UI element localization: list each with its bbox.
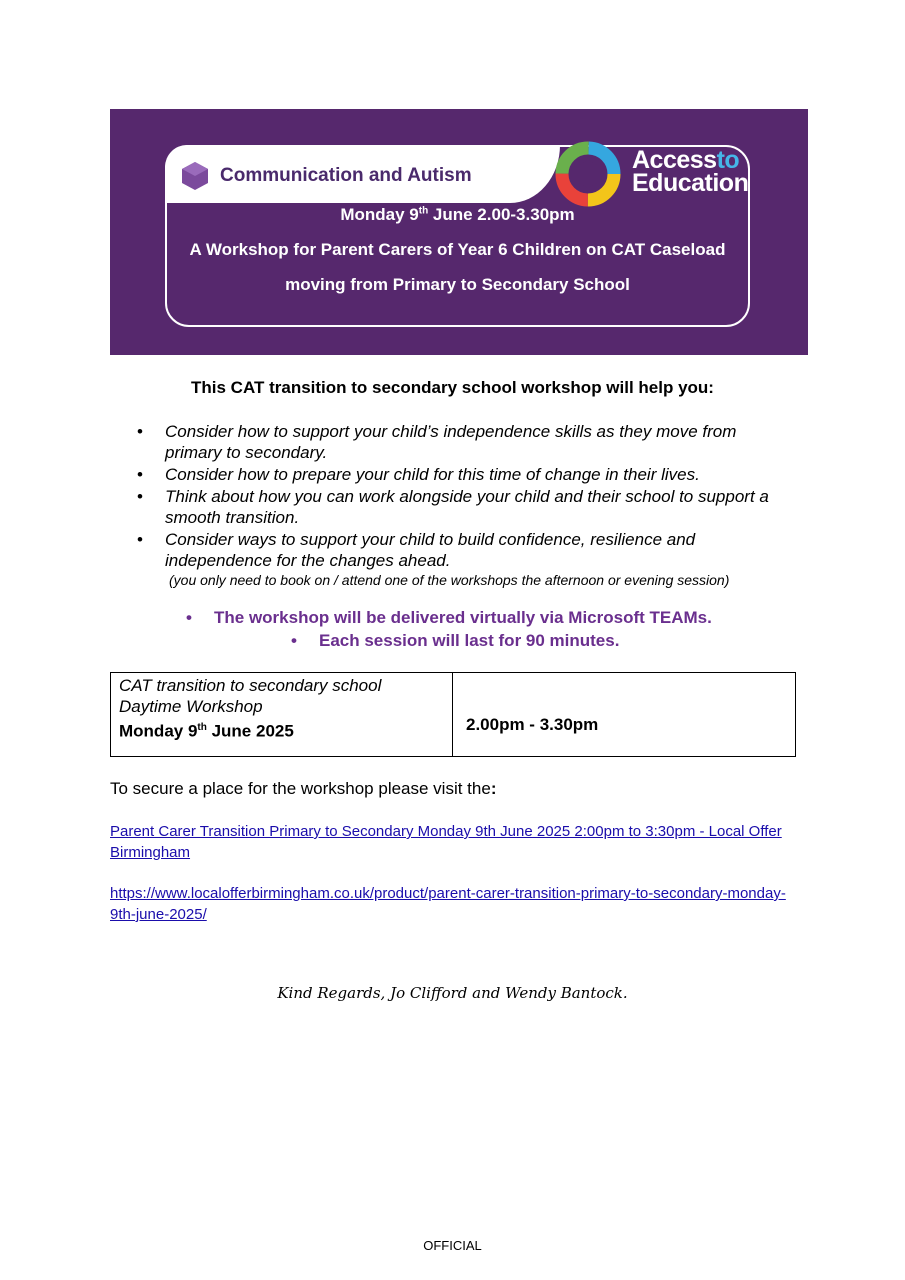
banner-workshop-title: A Workshop for Parent Carers of Year 6 Children on CAT Caseload — [189, 240, 726, 259]
booking-link-url[interactable]: https://www.localofferbirmingham.co.uk/product/parent-carer-transition-primary-to-secondary-monday-9th-june-2025/ — [110, 885, 786, 923]
schedule-time-cell — [453, 673, 795, 756]
signature-regards: Kind Regards, Jo Clifford and Wendy Bantock. — [277, 984, 628, 1002]
list-item: • Think about how you can work alongside your child and their school to support a smooth transition. — [137, 486, 797, 528]
event-banner — [110, 109, 808, 355]
intro-heading: This CAT transition to secondary school workshop will help you: — [191, 378, 714, 397]
access-to-education-logo-text: Accessto Education — [632, 146, 749, 197]
footer-classification: OFFICIAL — [423, 1238, 482, 1253]
secure-place-text: To secure a place for the workshop please visit the: — [110, 779, 497, 798]
list-item: • Consider ways to support your child to build confidence, resilience and independence for the changes ahead. — [137, 529, 797, 571]
highlight-duration: • Each session will last for 90 minutes. — [291, 631, 620, 650]
booking-link-title[interactable]: Parent Carer Transition Primary to Secondary Monday 9th June 2025 2:00pm to 3:30pm - Local Offer Birmingham — [110, 823, 782, 861]
banner-date: Monday 9th June 2.00-3.30pm — [340, 205, 575, 224]
hexagon-icon — [180, 161, 210, 191]
schedule-time: 2.00pm - 3.30pm — [466, 715, 599, 734]
schedule-line1: CAT transition to secondary school — [119, 676, 382, 695]
banner-org-title: Communication and Autism — [220, 165, 472, 186]
banner-workshop-subtitle: moving from Primary to Secondary School — [285, 275, 630, 294]
highlight-delivery: • The workshop will be delivered virtually via Microsoft TEAMs. — [186, 608, 712, 627]
benefits-list — [137, 421, 797, 572]
access-to-education-logo-icon — [552, 138, 624, 210]
schedule-date: Monday 9th June 2025 — [119, 721, 294, 741]
schedule-details-cell — [111, 673, 453, 756]
booking-note: (you only need to book on / attend one of the workshops the afternoon or evening session) — [169, 572, 730, 588]
schedule-table — [110, 672, 796, 757]
list-item: • Consider how to prepare your child for this time of change in their lives. — [137, 464, 797, 485]
schedule-line2: Daytime Workshop — [119, 697, 263, 716]
list-item: • Consider how to support your child’s independence skills as they move from primary to secondary. — [137, 421, 797, 463]
